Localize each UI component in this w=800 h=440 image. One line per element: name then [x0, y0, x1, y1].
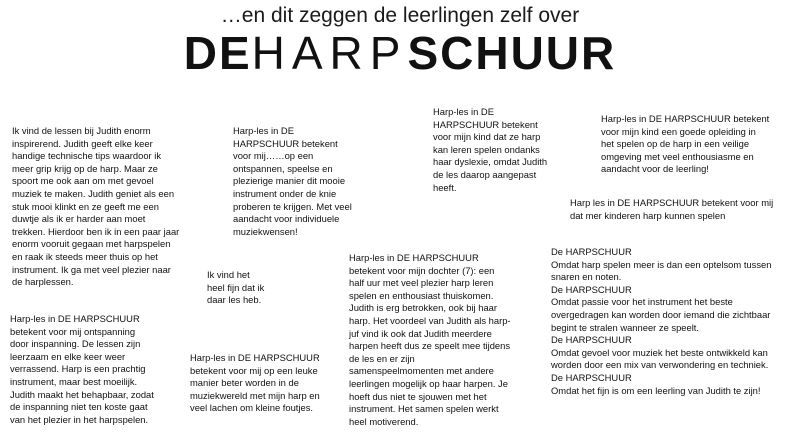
quote-enorm-inspirerend: Ik vind de lessen bij Judith enorm inspirerend. Judith geeft elke keer handige technische tips waardoor ik meer grip krijg op de harp. Maar ze spoort me ook aan om met gevoel muziek te maken. Judith geniet als een stuk mooi klinkt en ze geeft me een duwtje als ik er harder aan moet trekken. Hierdoor ben ik in een paar jaar enorm vooruit gegaan met harpspelen en raak ik steeds meer thuis op het instrument. Ik ga met veel plezier naar de harplessen. [12, 125, 180, 288]
reason-heading: De HARPSCHUUR [551, 371, 632, 383]
quote-dochter: Harp-les in DE HARPSCHUUR betekent voor mijn dochter (7): een half uur met veel plezier harp leren spelen en enthousiast thuiskomen. Judith is erg betrokken, ook bij haar harp. Het voordeel van Judith als harp-juf vind ik ook dat Judith meerdere harpen heeft dus ze speelt mee tijdens de les en er zijn samenspeelmomenten met andere leerlingen mogelijk op haar harpen. Je hoeft dus niet te sjouwen met het instrument. Het samen spelen werkt heel motiverend. [349, 252, 511, 427]
reason-heading: De HARPSCHUUR [551, 334, 632, 346]
logo-part-schuur: SCHUUR [407, 27, 617, 79]
reason-text: Omdat gevoel voor muziek het beste ontwikkeld kan worden door een mix van verwondering en techniek. [551, 346, 769, 371]
logo-part-de: DE [183, 27, 252, 79]
quote-heel-fijn: Ik vind het heel fijn dat ik daar les heb. [207, 269, 265, 306]
harpschuur-reasons [551, 246, 779, 397]
quote-muziekwereld: Harp-les in DE HARPSCHUUR betekent voor mij op een leuke manier beter worden in de muziekwereld met mijn harp en veel lachen om kleine foutjes. [190, 352, 320, 414]
harpschuur-logo [0, 28, 800, 78]
reason-text: Omdat harp spelen meer is dan een optelsom tussen snaren en noten. [551, 258, 772, 283]
quote-goede-opleiding: Harp-les in DE HARPSCHUUR betekent voor mijn kind een goede opleiding in het spelen op de harp in een veilige omgeving met veel enthousiasme en aandacht voor de leerling! [601, 113, 770, 175]
quote-kinderen-harp: Harp les in DE HARPSCHUUR betekent voor mij dat mer kinderen harp kunnen spelen [570, 197, 774, 221]
reason-heading: De HARPSCHUUR [551, 283, 632, 295]
quote-ontspanning-inspanning: Harp-les in DE HARPSCHUUR betekent voor mij ontspanning door inspanning. De lessen zijn leerzaam en elke keer weer verrassend. Harp is een prachtig instrument, maar best moeilijk. Judith maakt het behapbaar, zodat de inspanning niet ten koste gaat van het plezier in het harpspelen. [10, 313, 154, 425]
logo-part-harp: HARP [251, 27, 408, 79]
reason-text: Omdat passie voor het instrument het beste overgedragen kan worden door iemand die zichtbaar begint te stralen wanneer ze speelt. [551, 296, 771, 333]
page-subtitle: …en dit zeggen de leerlingen zelf over [220, 4, 580, 27]
quote-ontspannen-speelse: Harp-les in DE HARPSCHUUR betekent voor mij……op een ontspannen, speelse en plezierige manier dit mooie instrument onder de knie proberen te krijgen. Met veel aandacht voor individuele muziekwensen! [233, 125, 352, 237]
quote-dyslexie: Harp-les in DE HARPSCHUUR betekent voor mijn kind dat ze harp kan leren spelen ondanks haar dyslexie, omdat Judith de les daarop aangepast heeft. [433, 106, 548, 193]
reason-text: Omdat het fijn is om een leerling van Judith te zijn! [551, 384, 761, 396]
reason-heading: De HARPSCHUUR [551, 246, 632, 257]
